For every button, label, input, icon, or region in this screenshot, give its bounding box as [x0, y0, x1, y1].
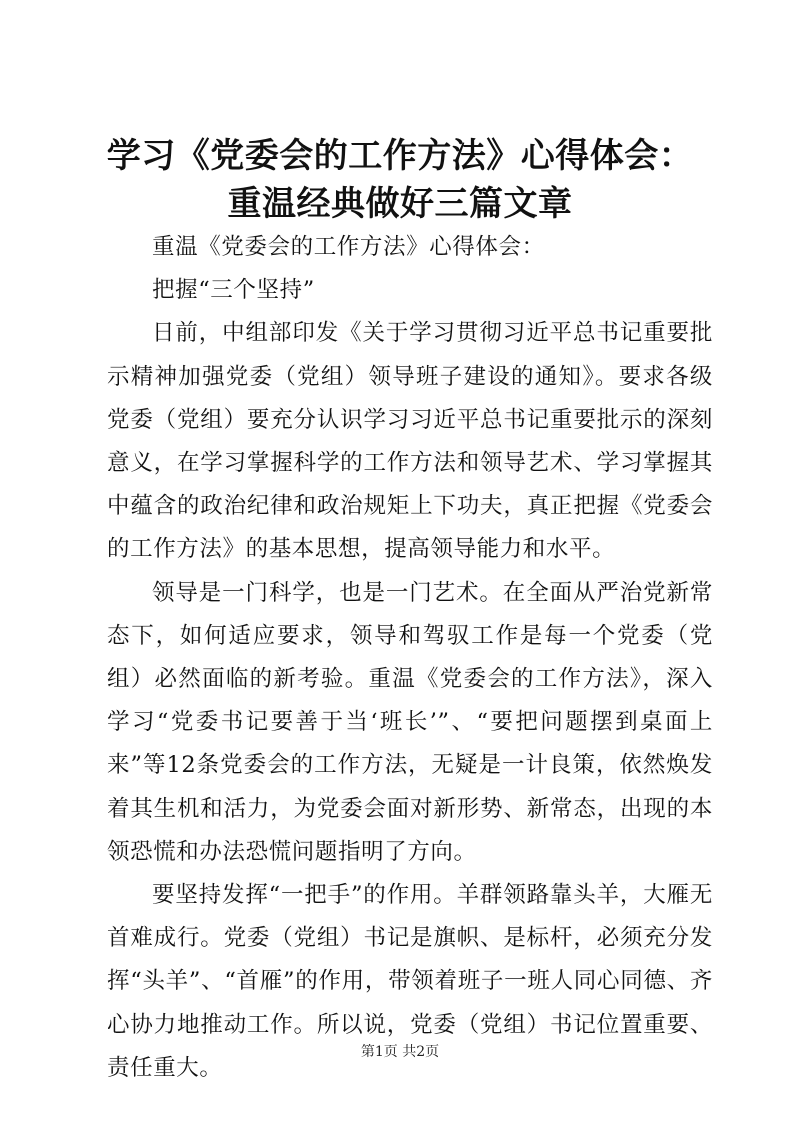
document-body: [107, 226, 713, 1090]
document-title: 学习《党委会的工作方法》心得体会：重温经典做好三篇文章: [106, 136, 694, 224]
paragraph-first-hand: 要坚持发挥“一把手”的作用。羊群领路靠头羊，大雁无首难成行。党委（党组）书记是旗帜、是标杆，必须充分发挥“头羊”、“首雁”的作用，带领着班子一班人同心同德、齐心协力地推动工作。所以说，党委（党组）书记位置重要、责任重大。: [107, 882, 713, 1081]
paragraph-subtitle: 重温《党委会的工作方法》心得体会：: [152, 234, 545, 260]
page-number-footer: 第1页 共2页: [360, 1044, 440, 1060]
paragraph-heading: 把握“三个坚持”: [152, 277, 315, 304]
paragraph-leadership: 领导是一门科学，也是一门艺术。在全面从严治党新常态下，如何适应要求，领导和驾驭工作是每一个党委（党组）必然面临的新考验。重温《党委会的工作方法》，深入学习“党委书记要善于当‘班长’”、“要把问题摆到桌面上来”等12条党委会的工作方法，无疑是一计良策，依然焕发着其生机和活力，为党委会面对新形势、新常态，出现的本领恐慌和办法恐慌问题指明了方向。: [107, 579, 713, 865]
paragraph-notice: 日前，中组部印发《关于学习贯彻习近平总书记重要批示精神加强党委（党组）领导班子建设的通知》。要求各级党委（党组）要充分认识学习习近平总书记重要批示的深刻意义，在学习掌握科学的工作方法和领导艺术、学习掌握其中蕴含的政治纪律和政治规矩上下功夫，真正把握《党委会的工作方法》的基本思想，提高领导能力和水平。: [107, 320, 713, 563]
